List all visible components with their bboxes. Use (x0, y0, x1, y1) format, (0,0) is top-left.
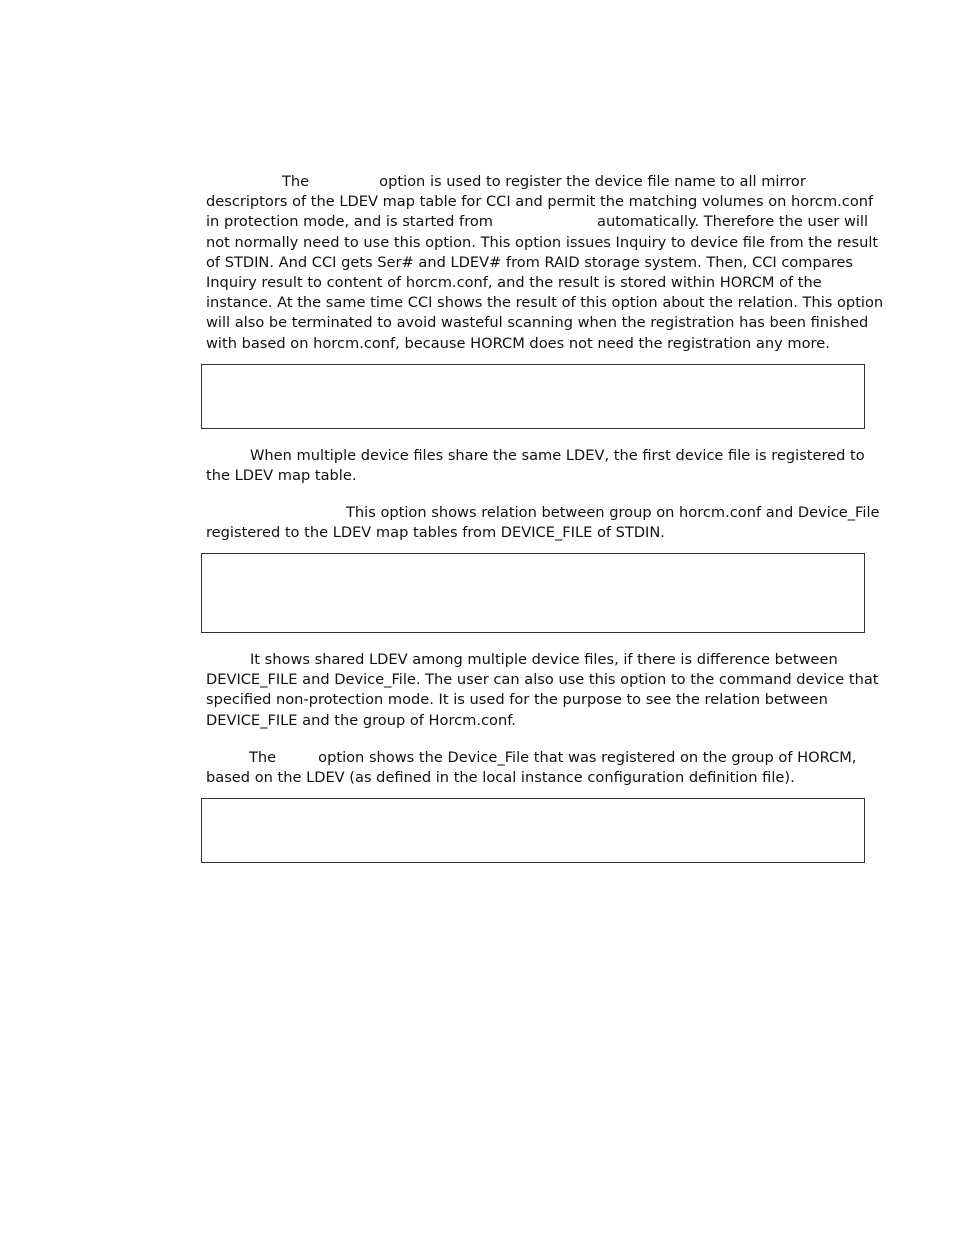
text-line: DEVICE_FILE and Device_File. The user can also use this option to the command device that (206, 671, 879, 689)
text-line: the LDEV map table. (206, 467, 357, 485)
paragraph-shared-ldev (206, 650, 879, 731)
text-line: Inquiry result to content of horcm.conf, and the result is stored within HORCM of the (206, 274, 822, 292)
text-line: based on the LDEV (as defined in the local instance configuration definition file). (206, 769, 795, 787)
text-line: descriptors of the LDEV map table for CCI and permit the matching volumes on horcm.conf (206, 193, 874, 211)
text-line: The option shows the Device_File that was registered on the group of HORCM, (249, 749, 857, 766)
text-line: in protection mode, and is started from automatically. Therefore the user will (206, 213, 869, 231)
text-line: with based on horcm.conf, because HORCM does not need the registration any more. (206, 334, 830, 352)
paragraph-shared-ldev-note (206, 446, 866, 486)
text-line: The option is used to register the device file name to all mirror (282, 173, 806, 190)
text-line: of STDIN. And CCI gets Ser# and LDEV# from RAID storage system. Then, CCI compares (206, 253, 853, 271)
text-line: When multiple device files share the same LDEV, the first device file is registered to (250, 447, 865, 464)
text-line: will also be terminated to avoid wasteful scanning when the registration has been finished (206, 314, 869, 332)
text-line: This option shows relation between group on horcm.conf and Device_File (346, 504, 880, 521)
paragraph-relation-option (206, 503, 880, 543)
text-line: DEVICE_FILE and the group of Horcm.conf. (206, 711, 516, 729)
example-box (201, 364, 865, 429)
paragraph-register-option (206, 172, 884, 354)
text-line: not normally need to use this option. This option issues Inquiry to device file from the result (206, 233, 879, 251)
text-line: registered to the LDEV map tables from DEVICE_FILE of STDIN. (206, 524, 665, 542)
text-line: instance. At the same time CCI shows the result of this option about the relation. This option (206, 294, 884, 312)
text-line: It shows shared LDEV among multiple device files, if there is difference between (250, 651, 838, 668)
example-box (201, 798, 865, 863)
text-line: specified non-protection mode. It is used for the purpose to see the relation between (206, 691, 828, 709)
paragraph-device-file-option (206, 748, 866, 788)
example-box (201, 553, 865, 633)
